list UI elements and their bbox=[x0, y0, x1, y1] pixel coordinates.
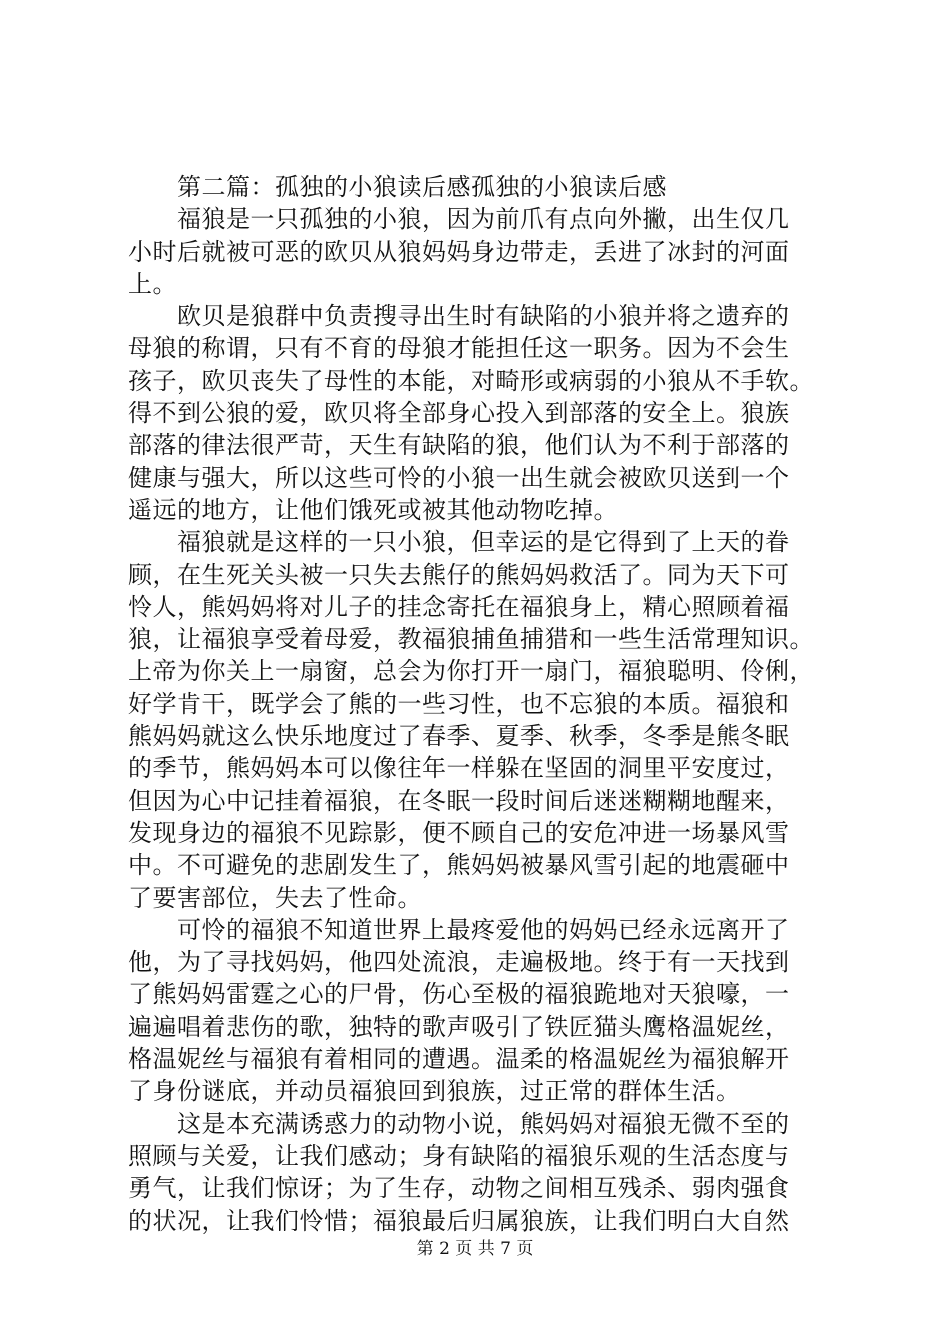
text-line: 照顾与关爱，让我们感动；身有缺陷的福狼乐观的生活态度与 bbox=[128, 1141, 790, 1170]
document-body bbox=[128, 171, 828, 1237]
text-line: 的状况，让我们怜惜；福狼最后归属狼族，让我们明白大自然 bbox=[128, 1206, 790, 1235]
text-line: 了要害部位，失去了性命。 bbox=[128, 883, 422, 912]
text-line: 福狼就是这样的一只小狼，但幸运的是它得到了上天的眷 bbox=[128, 528, 790, 557]
text-line: 但因为心中记挂着福狼，在冬眠一段时间后迷迷糊糊地醒来， bbox=[128, 786, 790, 815]
text-line: 这是本充满诱惑力的动物小说，熊妈妈对福狼无微不至的 bbox=[128, 1109, 790, 1138]
text-line: 母狼的称谓，只有不育的母狼才能担任这一职务。因为不会生 bbox=[128, 334, 790, 363]
text-line: 狼，让福狼享受着母爱，教福狼捕鱼捕猎和一些生活常理知识。 bbox=[128, 625, 814, 654]
text-line: 遍遍唱着悲伤的歌，独特的歌声吸引了铁匠猫头鹰格温妮丝， bbox=[128, 1012, 790, 1041]
text-line: 了熊妈妈雷霆之心的尸骨，伤心至极的福狼跪地对天狼嚎，一 bbox=[128, 980, 790, 1009]
text-line: 健康与强大，所以这些可怜的小狼一出生就会被欧贝送到一个 bbox=[128, 463, 790, 492]
text-line: 好学肯干，既学会了熊的一些习性，也不忘狼的本质。福狼和 bbox=[128, 689, 790, 718]
text-line: 了身份谜底，并动员福狼回到狼族，过正常的群体生活。 bbox=[128, 1077, 741, 1106]
text-line: 欧贝是狼群中负责搜寻出生时有缺陷的小狼并将之遗弃的 bbox=[128, 302, 790, 331]
text-line: 顾，在生死关头被一只失去熊仔的熊妈妈救活了。同为天下可 bbox=[128, 560, 790, 589]
text-line: 遥远的地方，让他们饿死或被其他动物吃掉。 bbox=[128, 495, 618, 524]
text-line: 熊妈妈就这么快乐地度过了春季、夏季、秋季，冬季是熊冬眠 bbox=[128, 722, 790, 751]
text-line: 怜人，熊妈妈将对儿子的挂念寄托在福狼身上，精心照顾着福 bbox=[128, 592, 790, 621]
text-line: 格温妮丝与福狼有着相同的遭遇。温柔的格温妮丝为福狼解开 bbox=[128, 1045, 790, 1074]
text-line: 部落的律法很严苛，天生有缺陷的狼，他们认为不利于部落的 bbox=[128, 431, 790, 460]
page-number-footer: 第 2 页 共 7 页 bbox=[416, 1239, 534, 1259]
text-line: 上帝为你关上一扇窗，总会为你打开一扇门，福狼聪明、伶俐， bbox=[128, 657, 814, 686]
text-line: 的季节，熊妈妈本可以像往年一样躲在坚固的洞里平安度过， bbox=[128, 754, 790, 783]
text-line: 福狼是一只孤独的小狼，因为前爪有点向外撇，出生仅几 bbox=[128, 205, 790, 234]
text-line: 孩子，欧贝丧失了母性的本能，对畸形或病弱的小狼从不手软。 bbox=[128, 366, 814, 395]
text-line: 发现身边的福狼不见踪影，便不顾自己的安危冲进一场暴风雪 bbox=[128, 818, 790, 847]
text-line: 他，为了寻找妈妈，他四处流浪，走遍极地。终于有一天找到 bbox=[128, 948, 790, 977]
text-line: 得不到公狼的爱，欧贝将全部身心投入到部落的安全上。狼族 bbox=[128, 399, 790, 428]
text-line: 勇气，让我们惊讶；为了生存，动物之间相互残杀、弱肉强食 bbox=[128, 1174, 790, 1203]
text-line: 中。不可避免的悲剧发生了，熊妈妈被暴风雪引起的地震砸中 bbox=[128, 851, 790, 880]
text-line: 可怜的福狼不知道世界上最疼爱他的妈妈已经永远离开了 bbox=[128, 915, 790, 944]
text-line: 小时后就被可恶的欧贝从狼妈妈身边带走，丢进了冰封的河面 bbox=[128, 237, 790, 266]
text-line: 上。 bbox=[128, 269, 177, 298]
section-heading: 第二篇：孤独的小狼读后感孤独的小狼读后感 bbox=[128, 173, 667, 201]
